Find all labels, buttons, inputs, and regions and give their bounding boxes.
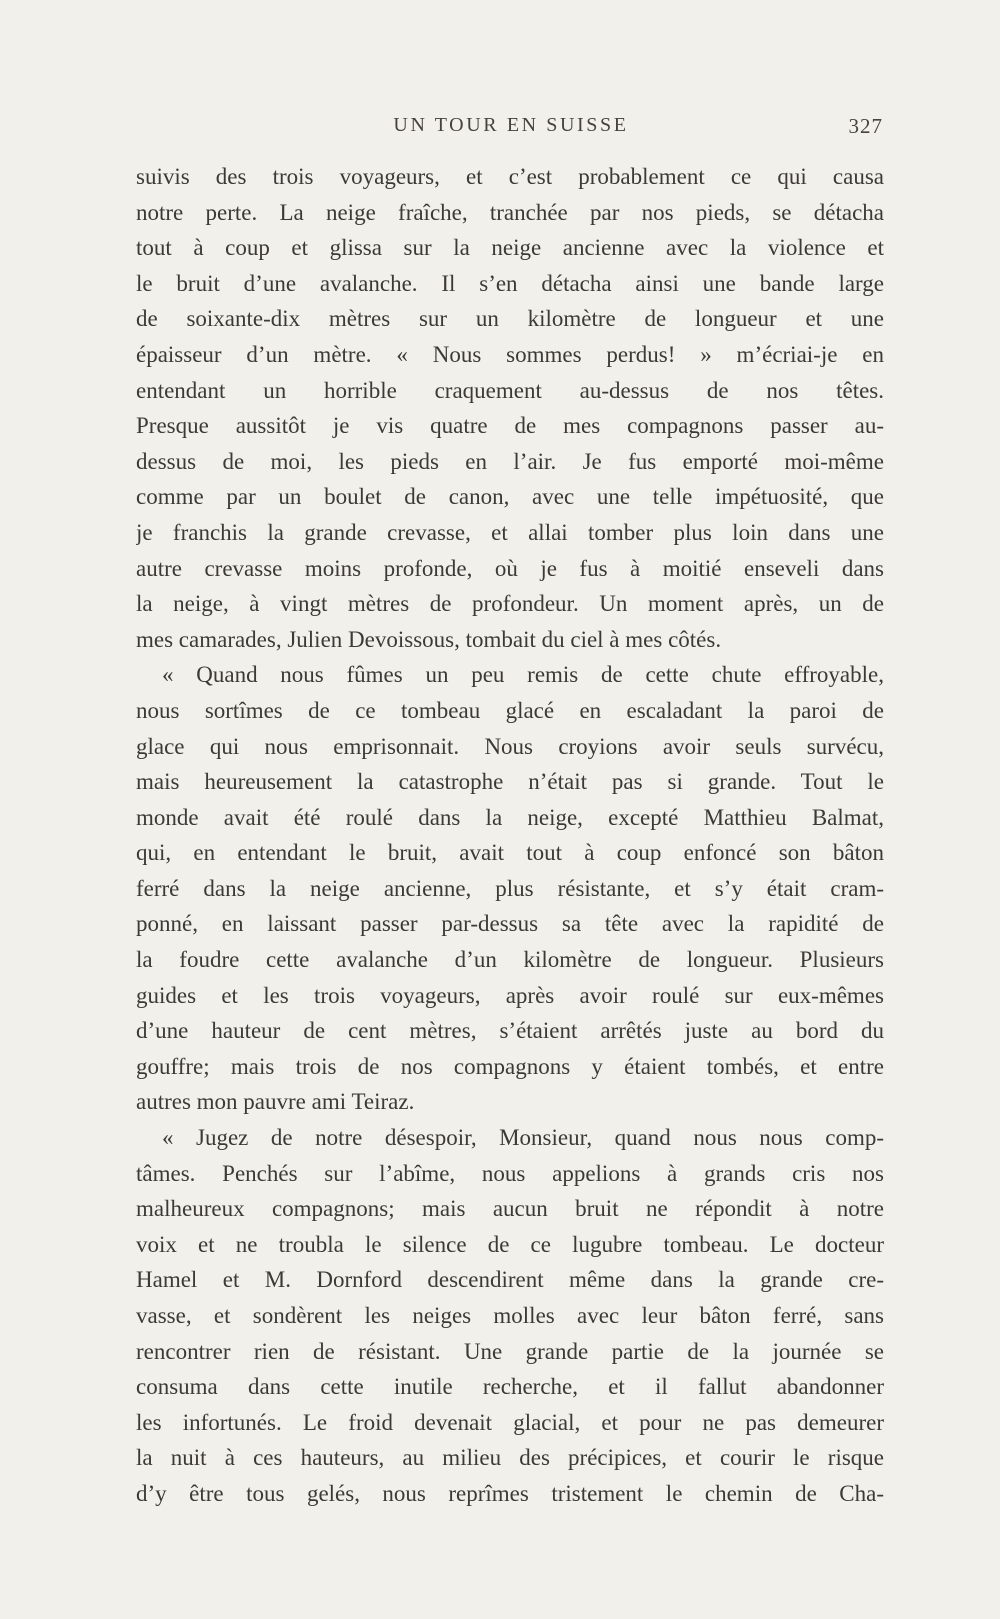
text-line: nous sortîmes de ce tombeau glacé en escaladant la paroi de [136, 697, 884, 723]
text-line: « Jugez de notre désespoir, Monsieur, quand nous nous comp- [162, 1125, 884, 1151]
text-line: guides et les trois voyageurs, après avoir roulé sur eux-mêmes [136, 982, 884, 1008]
text-line: de soixante-dix mètres sur un kilomètre de longueur et une [136, 306, 884, 332]
running-title: UN TOUR EN SUISSE [393, 114, 629, 136]
text-line: « Quand nous fûmes un peu remis de cette chute effroyable, [162, 662, 884, 688]
text-line: malheureux compagnons; mais aucun bruit ne répondit à notre [136, 1196, 884, 1222]
text-line: ponné, en laissant passer par-dessus sa tête avec la rapidité de [136, 911, 884, 937]
page-number: 327 [848, 114, 883, 138]
text-line: suivis des trois voyageurs, et c’est probablement ce qui causa [136, 164, 884, 189]
text-line: tâmes. Penchés sur l’abîme, nous appelions à grands cris nos [136, 1160, 884, 1186]
text-line: glace qui nous emprisonnait. Nous croyions avoir seuls survécu, [136, 733, 884, 759]
text-line: la foudre cette avalanche d’un kilomètre de longueur. Plusieurs [136, 947, 884, 973]
text-line: épaisseur d’un mètre. « Nous sommes perdus! » m’écriai-je en [136, 341, 884, 367]
text-line: tout à coup et glissa sur la neige ancienne avec la violence et [136, 235, 884, 261]
text-line: je franchis la grande crevasse, et allai tomber plus loin dans une [136, 519, 884, 545]
text-line: les infortunés. Le froid devenait glacial, et pour ne pas demeurer [136, 1409, 884, 1435]
text-line: mes camarades, Julien Devoissous, tombait du ciel à mes côtés. [136, 626, 722, 652]
text-line: la neige, à vingt mètres de profondeur. Un moment après, un de [136, 591, 884, 617]
text-line: vasse, et sondèrent les neiges molles avec leur bâton ferré, sans [136, 1303, 884, 1328]
text-line: dessus de moi, les pieds en l’air. Je fus emporté moi-même [136, 448, 884, 474]
text-line: d’y être tous gelés, nous reprîmes tristement le chemin de Cha- [136, 1480, 884, 1506]
text-line: Presque aussitôt je vis quatre de mes compagnons passer au- [136, 413, 884, 439]
text-line: gouffre; mais trois de nos compagnons y étaient tombés, et entre [136, 1053, 884, 1079]
text-line: notre perte. La neige fraîche, tranchée par nos pieds, se détacha [136, 199, 884, 225]
text-line: consuma dans cette inutile recherche, et il fallut abandonner [136, 1374, 884, 1400]
text-line: comme par un boulet de canon, avec une telle impétuosité, que [136, 484, 884, 510]
text-line: mais heureusement la catastrophe n’était pas si grande. Tout le [136, 769, 884, 795]
body-text [136, 159, 884, 1512]
text-line: rencontrer rien de résistant. Une grande partie de la journée se [136, 1338, 884, 1364]
text-line: monde avait été roulé dans la neige, excepté Matthieu Balmat, [136, 804, 884, 830]
text-line: entendant un horrible craquement au-dessus de nos têtes. [136, 377, 884, 403]
text-line: qui, en entendant le bruit, avait tout à coup enfoncé son bâton [136, 840, 884, 866]
text-line: la nuit à ces hauteurs, au milieu des précipices, et courir le risque [136, 1445, 884, 1471]
running-head [139, 114, 883, 144]
text-line: ferré dans la neige ancienne, plus résistante, et s’y était cram- [136, 875, 884, 901]
text-line: d’une hauteur de cent mètres, s’étaient arrêtés juste au bord du [136, 1018, 884, 1044]
text-line: autres mon pauvre ami Teiraz. [136, 1089, 415, 1115]
text-line: le bruit d’une avalanche. Il s’en détacha ainsi une bande large [136, 270, 884, 296]
text-line: Hamel et M. Dornford descendirent même dans la grande cre- [136, 1267, 884, 1293]
text-line: autre crevasse moins profonde, où je fus à moitié enseveli dans [136, 555, 884, 581]
text-line: voix et ne troubla le silence de ce lugubre tombeau. Le docteur [136, 1231, 884, 1257]
